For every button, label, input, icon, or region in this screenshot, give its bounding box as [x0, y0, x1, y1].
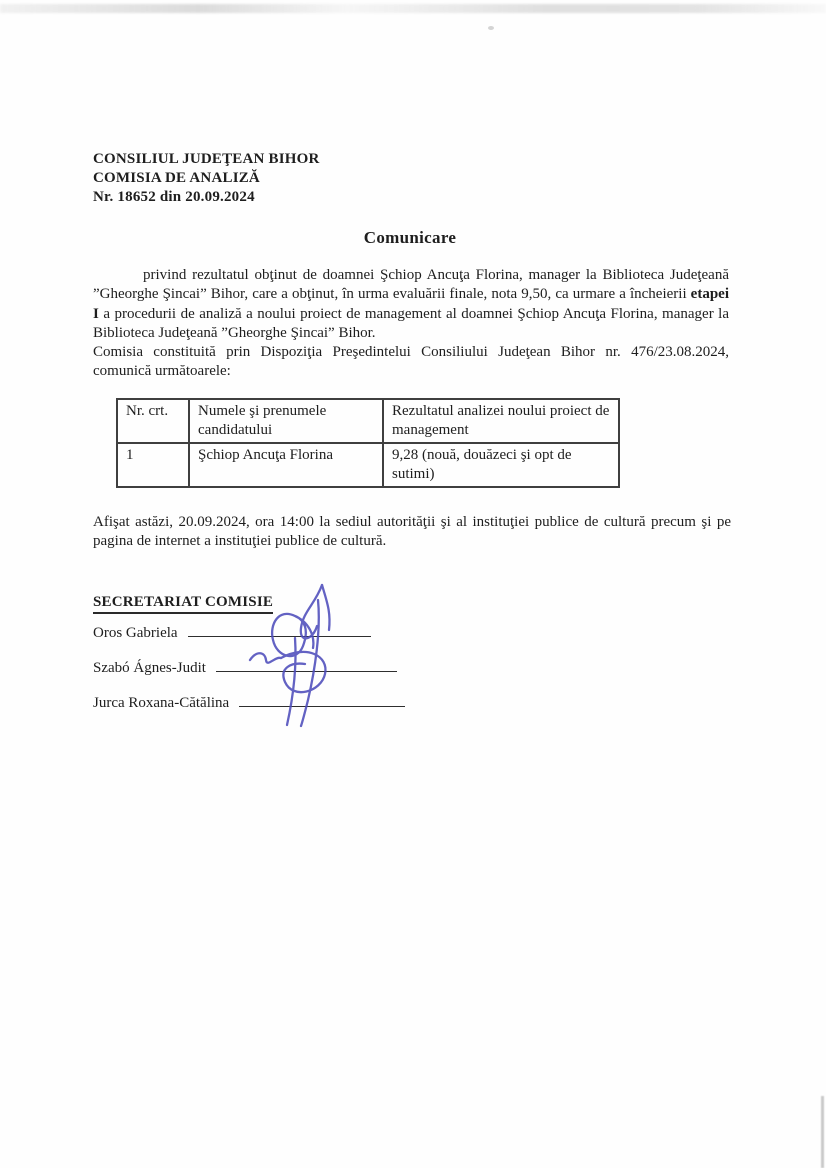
signature-line	[188, 623, 371, 637]
signature-line	[239, 693, 405, 707]
scan-artifact-top-smudge	[0, 4, 826, 13]
signer-name: Jurca Roxana-Cătălina	[93, 695, 230, 711]
signer-name: Szabó Ágnes-Judit	[93, 660, 206, 676]
header-result: Rezultatul analizei noului proiect de management	[383, 399, 619, 443]
signer-row	[93, 693, 405, 719]
table-row	[117, 443, 619, 487]
scan-artifact-right-edge	[821, 1096, 824, 1168]
secretariat-section	[93, 594, 405, 719]
signer-row	[93, 658, 405, 684]
signer-row	[93, 623, 405, 649]
intro-paragraph	[93, 266, 729, 343]
intro-bold-stage: etapei I	[93, 286, 729, 322]
commission-name: COMISIA DE ANALIZĂ	[93, 169, 260, 186]
signature-line	[216, 658, 397, 672]
cell-result: 9,28 (nouă, douăzeci şi opt de sutimi)	[383, 443, 619, 487]
issuer-name: CONSILIUL JUDEŢEAN BIHOR	[93, 151, 320, 167]
body-text	[93, 266, 729, 382]
header-nr-crt: Nr. crt.	[117, 399, 189, 443]
table-header-row	[117, 399, 619, 443]
posting-paragraph: Afişat astăzi, 20.09.2024, ora 14:00 la sediul autorităţii şi al instituţiei publice de cultură precum şi pe pagina de internet a instituţiei publice de cultură.	[93, 514, 731, 550]
intro-part1: privind rezultatul obţinut de doamnei Şchiop Ancuţa Florina, manager la Biblioteca Judeţeană ”Gheorghe Şincai” Bihor, care a obţinut, în urma evaluării finale, nota 9,50, ca urmare a încheierii	[93, 267, 729, 303]
results-table	[116, 398, 620, 488]
signer-name: Oros Gabriela	[93, 625, 178, 641]
secretariat-heading: SECRETARIAT COMISIE	[93, 594, 273, 614]
commission-paragraph: Comisia constituită prin Dispoziţia Preşedintelui Consiliului Judeţean Bihor nr. 476/23.08.2024, comunică următoarele:	[93, 344, 729, 380]
header-candidate-name: Numele şi prenumele candidatului	[189, 399, 383, 443]
cell-candidate-name: Şchiop Ancuţa Florina	[189, 443, 383, 487]
cell-nr: 1	[117, 443, 189, 487]
scan-artifact-dot	[488, 26, 494, 30]
letterhead	[93, 150, 320, 206]
document-title: Comunicare	[363, 228, 457, 247]
registration-number: Nr. 18652 din 20.09.2024	[93, 188, 255, 205]
intro-part2: a procedurii de analiză a noului proiect de management al doamnei Şchiop Ancuţa Florina, manager la Biblioteca Judeţeană ”Gheorghe Şincai” Bihor.	[93, 305, 729, 341]
